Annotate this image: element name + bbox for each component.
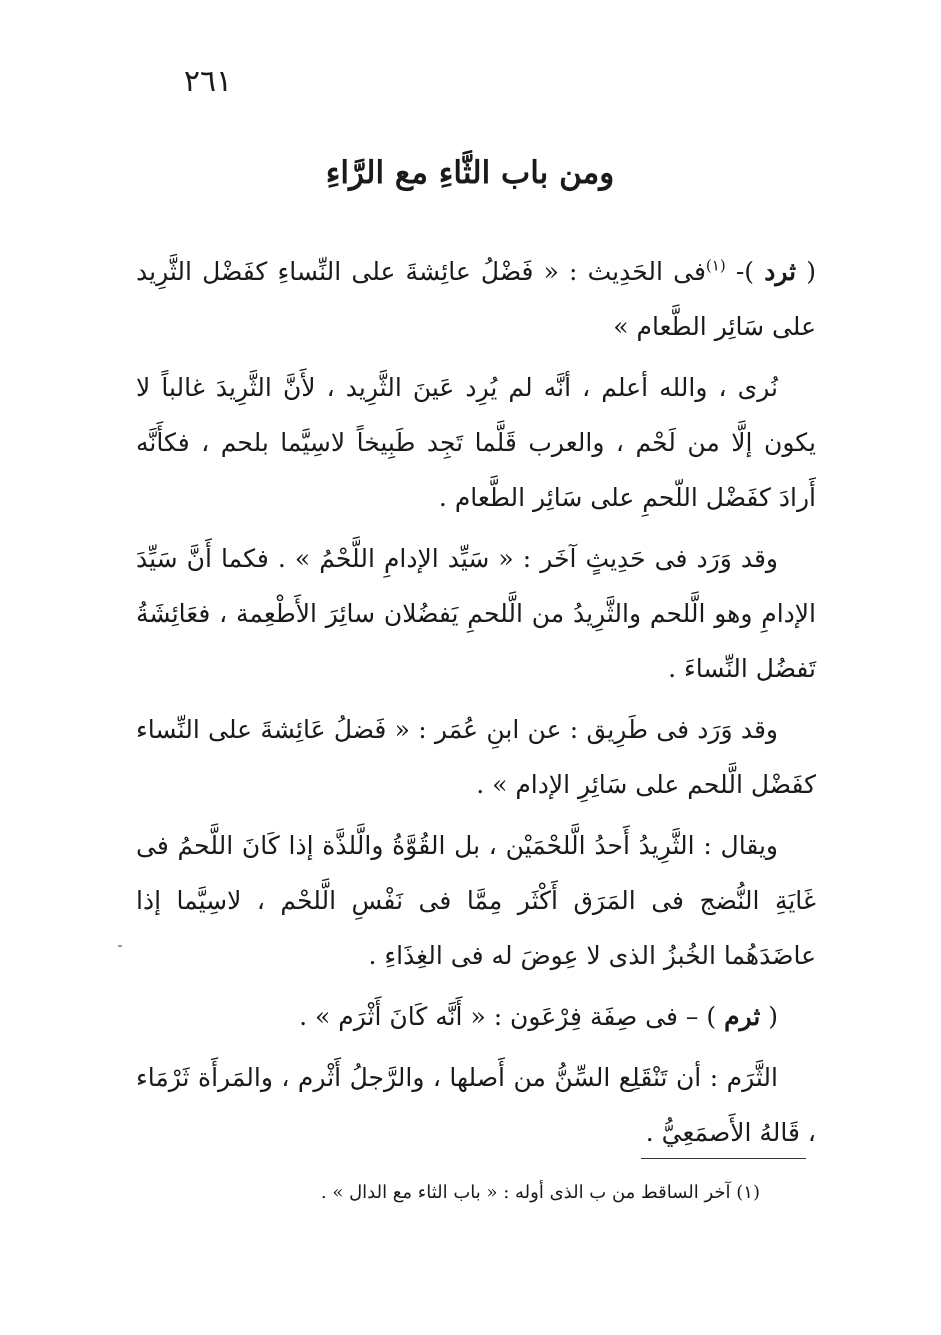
paragraph: ويقال : الثَّرِيدُ أَحدُ الَّلحْمَيْن ، بل القُوَّةُ والَّلذَّة إذا كَانَ اللَّحمُ فى غَايَةِ النُّضج فى المَرَق أَكْثَر مِمَّا فى نَفْسِ الَّلحْم ، لاسِيَّما إذا عاضَدَهُما الخُبزُ الذى لا عِوضَ له فى الغِذَاءِ . [136, 831, 816, 970]
footnote: (١) آخر الساقط من ب الذى أوله : « باب الثاء مع الدال » . [320, 1182, 760, 1203]
entry-thard [136, 244, 816, 354]
entry-headword: ثرم [724, 1002, 761, 1031]
entry-tharm [136, 989, 816, 1044]
paragraph: نُرى ، والله أعلم ، أنَّه لم يُرِد عَينَ الثَّرِيد ، لأَنَّ الثَّرِيدَ غالباً لا يكون إلَّا من لَحْم ، والعرب قَلَّما تَجِد طَبِيخاً لاسِيَّما بلحم ، فكأَنَّه أَرادَ كفَضْل اللّحمِ على سَائِر الطَّعام . [136, 373, 816, 512]
footnote-divider [641, 1158, 806, 1159]
entry-open-paren: ( [796, 257, 816, 286]
chapter-title: ومن باب الثَّاءِ مع الرَّاءِ [325, 155, 615, 191]
paragraph: وقد وَرَد فى حَدِيثٍ آخَر : « سَيِّد الإدامِ اللَّحْمُ » . فكما أَنَّ سَيِّدَ الإدامِ وهو الَّلحم والثَّرِيدُ من الَّلحمِ يَفضُلان سائِرَ الأَطْعِمة ، فعَائِشَةُ تَفضُل النِّساءَ . [136, 544, 816, 683]
entry-open-paren: ( [760, 1002, 778, 1031]
entry-headword: ثرد [764, 257, 797, 286]
page-number: ٢٦١ [183, 64, 233, 99]
entry-close-paren: ) [706, 1002, 725, 1031]
body-text [136, 244, 816, 1166]
entry-text: فى الحَدِيث : « فَضْلُ عائِشةَ على النِّساءِ كفَضْل الثَّرِيد على سَائِر الطَّعام » [136, 257, 816, 341]
paragraph: وقد وَرَد فى طَرِيق : عن ابنِ عُمَر : « فَضلُ عَائِشةَ على النِّساء كفَضْل الَّلحم على سَائِرِ الإدام » . [136, 715, 816, 799]
paragraph: الثَّرَم : أن تَنْقَلِع السِّنُّ من أَصلها ، والرَّجلُ أَثْرم ، والمَرأَة ثَرْمَاء ، قَالهُ الأَصمَعِيُّ . [136, 1063, 816, 1147]
entry-close-paren: )- [725, 257, 765, 286]
footnote-ref: (١) [705, 256, 726, 275]
entry-text: – فى صِفَة فِرْعَون : « أَنَّه كَانَ أَثْرَم » . [299, 1002, 707, 1031]
print-speck [118, 945, 122, 947]
